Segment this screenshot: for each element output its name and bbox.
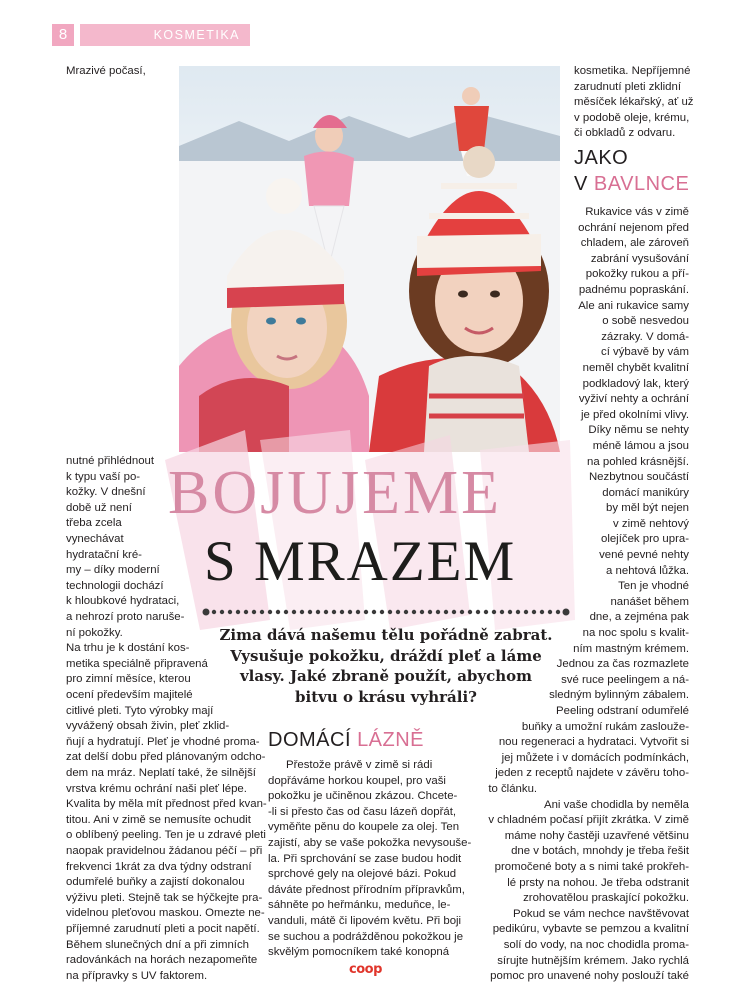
text-line: své ruce peelingem a ná- bbox=[561, 673, 689, 686]
divider-dot bbox=[292, 610, 296, 614]
divider-dot bbox=[388, 610, 392, 614]
text-line: promočené boty a s nimi také prokřeh- bbox=[494, 860, 689, 873]
subhead-jako-line1: JAKO bbox=[574, 147, 629, 169]
text-line: domácí manikúry bbox=[602, 486, 689, 499]
lead-line: vlasy. Jaké zbraně použít, abychom bbox=[239, 667, 533, 685]
subhead-domaci-lazne bbox=[268, 728, 424, 752]
text-line: vyvážený obsah živin, pleť zklid- bbox=[66, 720, 230, 733]
text-line: nou regeneraci a hydrataci. Vytvořit si bbox=[498, 736, 689, 749]
divider-dot bbox=[356, 610, 360, 614]
text-line: výživu pleti. Stejně tak se hýčkejte pra- bbox=[66, 891, 263, 904]
divider-dot bbox=[404, 610, 408, 614]
text-line: hydratační kré- bbox=[66, 548, 142, 561]
coop-logo: coop bbox=[349, 962, 382, 977]
text-line: dem na mráz. Neplatí také, že silnější bbox=[66, 767, 256, 779]
article-column-right-top bbox=[574, 64, 693, 142]
text-line: o oblíbený peeling. Ten je u zdravé pleti bbox=[66, 829, 266, 842]
text-line: frekvenci 1krát za dva týdny odstraní bbox=[66, 860, 252, 873]
text-line: pokožky rukou a pří- bbox=[585, 268, 689, 281]
divider-dot bbox=[308, 610, 312, 614]
text-line: titou. Ani v zimě se nemusíte ochudit bbox=[66, 813, 251, 826]
text-line: zarudnutí pleti zklidní bbox=[574, 80, 682, 93]
text-line: se suchou a podrážděnou pokožkou je bbox=[268, 930, 464, 943]
headline-line-2: S MRAZEM bbox=[204, 530, 517, 593]
headline-line-1: BOJUJEME bbox=[168, 459, 503, 527]
text-line: kosmetika. Nepříjemné bbox=[574, 65, 691, 77]
text-line: dne v botách, mnohdy je třeba řešit bbox=[511, 845, 689, 858]
text-line: třeba zcela bbox=[66, 517, 122, 530]
text-line: padnému popraskání. bbox=[578, 283, 689, 296]
text-line: na noc spolu s kvalit- bbox=[582, 627, 689, 640]
text-line: videlnou pleťovou maskou. Omezte ne- bbox=[66, 907, 265, 920]
divider-dot bbox=[380, 610, 384, 614]
text-line: vené pevné nehty bbox=[599, 549, 689, 562]
text-line: ním mastným krémem. bbox=[573, 642, 689, 655]
divider-dot bbox=[300, 610, 304, 614]
text-line: Nezbytnou součástí bbox=[588, 471, 689, 484]
text-line: Ale ani rukavice samy bbox=[578, 299, 689, 312]
text-line: lé prsty na nohou. Je třeba odstranit bbox=[507, 876, 689, 889]
divider-dot bbox=[236, 610, 240, 614]
text-line: dne, a zejména pak bbox=[589, 611, 689, 624]
text-line: ocení především majitelé bbox=[66, 689, 193, 701]
text-line: k typu vaší po- bbox=[66, 470, 141, 483]
divider-dot bbox=[364, 610, 368, 614]
text-line: to článku. bbox=[488, 782, 538, 795]
text-line: kožky. V dnešní bbox=[66, 486, 146, 499]
divider-dot bbox=[284, 610, 288, 614]
divider-dot bbox=[476, 610, 480, 614]
article-column-middle bbox=[268, 758, 471, 961]
text-line: Peeling odstraní odumřelé bbox=[556, 705, 689, 717]
divider-dot bbox=[348, 610, 352, 614]
text-line: sledným bylinným zábalem. bbox=[549, 689, 689, 702]
text-line: Na trhu je k dostání kos- bbox=[66, 642, 190, 655]
text-line: pedikúru, vybavte se pemzou a kvalitní bbox=[492, 923, 689, 936]
divider-dot bbox=[252, 610, 256, 614]
divider-dot bbox=[244, 610, 248, 614]
text-line: dopřáváme horkou koupel, pro vaši bbox=[268, 774, 446, 787]
text-line: vrstva krému ochrání naši pleť lépe. bbox=[66, 782, 247, 795]
text-line: době už není bbox=[66, 501, 132, 514]
text-line: dáváte přednost přírodním přípravkům, bbox=[268, 883, 465, 896]
text-line: vanduli, mátě či lipovém květu. Při boji bbox=[268, 914, 462, 927]
text-line: la. Při sprchování se zase budou hodit bbox=[268, 852, 462, 865]
text-line: sáhněte po heřmánku, meduňce, le- bbox=[268, 899, 451, 912]
text-line: či obkladů z odvaru. bbox=[574, 127, 676, 140]
text-line: Díky němu se nehty bbox=[588, 424, 689, 437]
text-line: buňky a umožní rukám zaslouže- bbox=[521, 720, 689, 733]
text-line: chladem, ale zároveň bbox=[580, 237, 689, 250]
divider-dot bbox=[260, 610, 264, 614]
text-line: nutné přihlédnout bbox=[66, 455, 155, 467]
text-line: citlivé pleti. Tyto výrobky mají bbox=[66, 704, 214, 717]
subhead-v-bavlnce bbox=[574, 172, 689, 196]
text-line: pro zimní měsíce, kterou bbox=[66, 673, 191, 686]
text-line: Ani vaše chodidla by neměla bbox=[543, 798, 689, 811]
divider-dot bbox=[276, 610, 280, 614]
text-line: pomoc pro unavené nohy poslouží také bbox=[490, 970, 689, 983]
text-line: měsíček lékařský, ať už bbox=[574, 96, 694, 109]
text-line: příjemné zarudnutí pleti a pocit napětí. bbox=[66, 923, 260, 935]
divider-dot bbox=[412, 610, 416, 614]
divider-dot bbox=[324, 610, 328, 614]
lead-line: bitvu o krásu vyhráli? bbox=[295, 687, 477, 706]
text-line: na přípravky s UV faktorem. bbox=[66, 969, 208, 982]
text-line: podkladový lak, který bbox=[582, 377, 689, 390]
divider-dot bbox=[268, 610, 272, 614]
text-line: Jednou za čas rozmazlete bbox=[556, 658, 689, 671]
divider-dot bbox=[444, 610, 448, 614]
text-line: technologii dochází bbox=[66, 579, 164, 592]
text-line: máme nohy častěji uzavřené většinu bbox=[504, 829, 689, 842]
text-line: jej můžete i v domácích podmínkách, bbox=[501, 751, 689, 764]
text-line: o sobě nesvedou bbox=[602, 315, 689, 328]
text-line: metika speciálně připravená bbox=[66, 657, 208, 670]
text-line: Během slunečných dní a při zimních bbox=[66, 938, 249, 951]
text-line: radovánkách na horách nezapomeňte bbox=[66, 954, 258, 967]
text-line: Kvalita by měla mít přednost před kvan- bbox=[66, 798, 267, 811]
divider-dot bbox=[316, 610, 320, 614]
text-line: Pokud se vám nechce navštěvovat bbox=[512, 907, 689, 920]
divider-dot bbox=[228, 610, 232, 614]
text-line: Rukavice vás v zimě bbox=[585, 206, 689, 218]
text-line: zat delší dobu před plánovaným odcho- bbox=[66, 751, 266, 764]
lead-line: Zima dává našemu tělu pořádně zabrat. bbox=[219, 626, 553, 644]
text-line: vyměňte pěnu do koupele za olej. Ten bbox=[268, 821, 460, 834]
text-line: a nehrozí proto naruše- bbox=[66, 611, 185, 623]
text-line: sprchové gely na olejové bázi. Pokud bbox=[268, 868, 457, 881]
subhead-dark: DOMÁCÍ bbox=[268, 729, 351, 751]
divider-dot bbox=[212, 610, 216, 614]
text-line: Mrazivé počasí, bbox=[66, 65, 146, 77]
text-line: ní pokožky. bbox=[66, 626, 123, 639]
text-line: nanášet během bbox=[610, 595, 689, 608]
divider-dot bbox=[420, 610, 424, 614]
divider-dot bbox=[372, 610, 376, 614]
divider-dot bbox=[340, 610, 344, 614]
section-header bbox=[80, 24, 250, 46]
text-line: v chladném počasí přijít zkrátka. V zimě bbox=[488, 814, 689, 827]
text-line: neměl chybět kvalitní bbox=[582, 361, 689, 374]
subhead-pink: BAVLNCE bbox=[593, 173, 690, 195]
text-line: ochrání nejenom před bbox=[578, 221, 689, 234]
text-line: zabrání vysušování bbox=[590, 252, 689, 265]
section-label: KOSMETIKA bbox=[153, 28, 240, 42]
divider-dot bbox=[203, 609, 210, 616]
page-number: 8 bbox=[52, 24, 74, 46]
subhead-dark: V bbox=[574, 173, 588, 195]
divider-dot bbox=[428, 610, 432, 614]
divider-dot bbox=[452, 610, 456, 614]
text-line: pokožku je učiněnou zkázou. Chcete- bbox=[268, 790, 458, 803]
text-line: my – díky moderní bbox=[66, 564, 160, 577]
divider-dot bbox=[396, 610, 400, 614]
text-line: zázraky. V domá- bbox=[601, 330, 689, 343]
text-line: skvělým pomocníkem také konopná bbox=[268, 946, 450, 959]
text-line: vyživí nehty a ochrání bbox=[578, 393, 689, 406]
text-line: vynechávat bbox=[66, 533, 124, 545]
text-line: zajistí, aby se vaše pokožka nevysouše- bbox=[268, 836, 472, 849]
text-line: naopak pravidelnou žádanou péčí – při bbox=[66, 845, 263, 857]
subhead-pink: LÁZNĚ bbox=[357, 729, 425, 751]
text-line: odumřelé buňky a zajistí dokonalou bbox=[66, 876, 245, 889]
text-line: Ten je vhodné bbox=[618, 580, 689, 593]
divider-dot bbox=[220, 610, 224, 614]
text-line: méně lámou a jsou bbox=[592, 439, 689, 452]
text-line: cí výbavě by vám bbox=[601, 346, 689, 359]
text-line: na pohled krásnější. bbox=[587, 455, 689, 468]
text-line: k hloubkové hydrataci, bbox=[66, 595, 180, 608]
article-column-right bbox=[488, 205, 689, 985]
divider-dot bbox=[436, 610, 440, 614]
divider-dot bbox=[332, 610, 336, 614]
text-line: -li si přesto čas od času lázeň dopřát, bbox=[268, 805, 457, 818]
text-line: olejíček pro upra- bbox=[600, 533, 689, 546]
text-line: zrohovatělou praskající pokožku. bbox=[523, 892, 689, 905]
text-line: je před okolními vlivy. bbox=[580, 408, 689, 421]
divider-dot bbox=[468, 610, 472, 614]
text-line: solí do vody, na noc chodidla proma- bbox=[503, 938, 689, 951]
text-line: jeden z receptů najdete v závěru toho- bbox=[495, 767, 689, 780]
text-line: ňují a hydratují. Pleť je vhodné proma- bbox=[66, 735, 260, 748]
text-line: v podobě oleje, krému, bbox=[574, 111, 690, 124]
text-line: Přestože právě v zimě si rádi bbox=[286, 759, 433, 771]
text-line: by měl být nejen bbox=[606, 502, 689, 515]
lead-line: Vysušuje pokožku, dráždí pleť a láme bbox=[230, 646, 542, 665]
text-line: a nehtová lůžka. bbox=[606, 564, 689, 577]
divider-dot bbox=[460, 610, 464, 614]
text-line: v zimě nehtový bbox=[613, 517, 689, 530]
text-line: sírujte hutnějším krémem. Jako rychlá bbox=[497, 954, 689, 967]
